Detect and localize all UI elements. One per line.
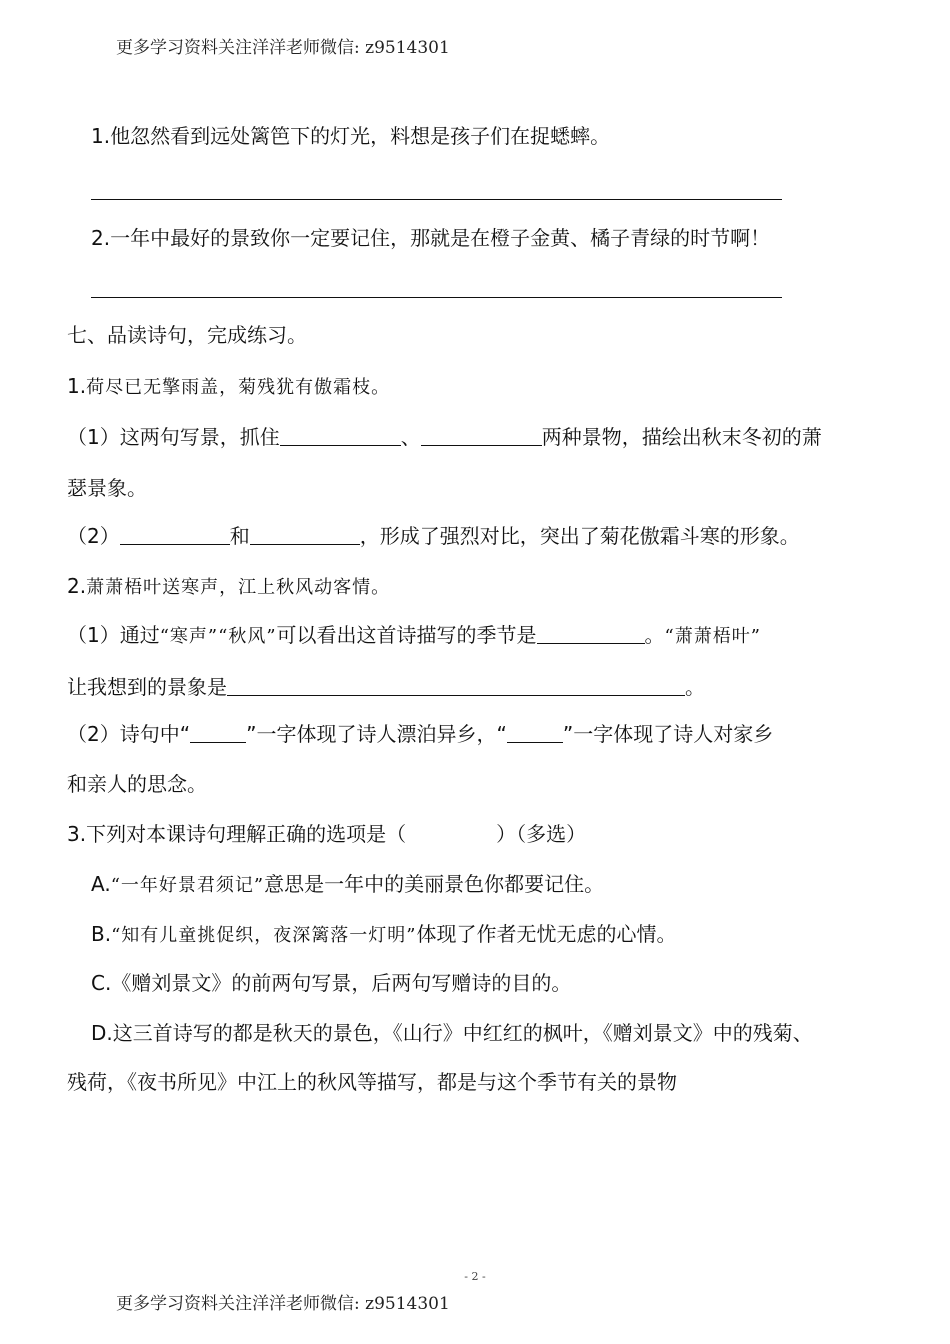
blank-scenery-2[interactable] [421, 425, 542, 446]
question-3-stem-b: ）（多选） [496, 822, 587, 846]
blank-contrast-1[interactable] [120, 524, 230, 545]
option-b-label: B. [91, 922, 112, 946]
option-a-text: 意思是一年中的美丽景色你都要记住。 [264, 872, 605, 896]
section-7-title: 七、品读诗句，完成练习。 [67, 323, 307, 347]
poem-2-quote-2: “秋风” [218, 626, 277, 647]
option-a[interactable] [91, 870, 604, 900]
poem-1-q1-cont: 瑟景象。 [67, 476, 147, 500]
poem-1-q1-part-a: （1）这两句写景，抓住 [67, 425, 280, 449]
blank-scene[interactable] [227, 675, 685, 696]
option-c[interactable]: C.《赠刘景文》的前两句写景，后两句写赠诗的目的。 [91, 971, 572, 995]
answer-line-1[interactable] [91, 199, 782, 200]
poem-1-q2 [67, 522, 800, 550]
option-d-cont: 残荷，《夜书所见》中江上的秋风等描写，都是与这个季节有关的景物 [67, 1070, 677, 1094]
poem-2-line [67, 572, 390, 602]
poem-1-line [67, 372, 390, 402]
poem-2-q2-part-a: （2）诗句中“ [67, 722, 191, 746]
poem-1-text: 荷尽已无擎雨盖，菊残犹有傲霜枝。 [86, 377, 391, 398]
option-d[interactable]: D.这三首诗写的都是秋天的景色，《山行》中红红的枫叶，《赠刘景文》中的残菊、 [91, 1021, 813, 1045]
poem-2-q1-part-b: 可以看出这首诗描写的季节是 [276, 623, 537, 647]
poem-2-quote-1: “寒声” [159, 626, 219, 647]
option-b[interactable] [91, 920, 676, 950]
poem-2-quote-3: “萧萧梧叶” [664, 626, 761, 647]
sentence-1: 1.他忽然看到远处篱笆下的灯光，料想是孩子们在捉蟋蟀。 [91, 124, 611, 148]
blank-scenery-1[interactable] [280, 425, 401, 446]
option-a-quote: “一年好景君须记” [110, 875, 265, 896]
poem-2-text: 萧萧梧叶送寒声，江上秋风动客情。 [86, 577, 391, 598]
poem-2-q1-part-e: 。 [685, 675, 705, 699]
poem-2-q2-cont: 和亲人的思念。 [67, 772, 207, 796]
blank-word-2[interactable] [507, 722, 563, 743]
page-number: - 2 - [464, 1270, 486, 1283]
blank-season[interactable] [537, 623, 645, 644]
option-b-text: 体现了作者无忧无虑的心情。 [416, 922, 677, 946]
poem-1-q2-part-c: ，形成了强烈对比，突出了菊花傲霜斗寒的形象。 [359, 524, 800, 548]
option-b-quote: “知有儿童挑促织，夜深篱落一灯明” [111, 925, 417, 946]
option-a-label: A. [91, 872, 111, 896]
poem-2-q2-part-c: ”一字体现了诗人对家乡 [562, 722, 774, 746]
poem-2-q1-part-a: （1）通过 [67, 623, 160, 647]
poem-2-q2-part-b: ”一字体现了诗人漂泊异乡，“ [246, 722, 507, 746]
poem-1-q1-part-b: 两种景物，描绘出秋末冬初的萧 [541, 425, 822, 449]
poem-1-q1-sep: 、 [400, 425, 421, 449]
poem-2-q1 [67, 621, 761, 651]
blank-word-1[interactable] [190, 722, 246, 743]
answer-line-2[interactable] [91, 297, 782, 298]
poem-1-q1 [67, 423, 822, 451]
poem-2-q1-part-c: 。 [644, 623, 665, 647]
poem-1-q2-part-a: （2） [67, 524, 120, 548]
poem-2-number: 2. [67, 574, 87, 598]
poem-2-q1-cont [67, 673, 705, 701]
poem-2-q1-part-d: 让我想到的景象是 [67, 675, 227, 699]
page-header: 更多学习资料关注洋洋老师微信: z9514301 [116, 38, 450, 58]
question-3-stem-a: 3.下列对本课诗句理解正确的选项是（ [67, 822, 407, 846]
poem-1-q2-part-b: 和 [229, 524, 250, 548]
blank-contrast-2[interactable] [250, 524, 360, 545]
page-footer: 更多学习资料关注洋洋老师微信: z9514301 [116, 1294, 450, 1314]
question-3-stem [67, 820, 586, 848]
poem-2-q2 [67, 720, 773, 748]
poem-1-number: 1. [67, 374, 87, 398]
sentence-2: 2.一年中最好的景致你一定要记住，那就是在橙子金黄、橘子青绿的时节啊！ [91, 226, 771, 250]
